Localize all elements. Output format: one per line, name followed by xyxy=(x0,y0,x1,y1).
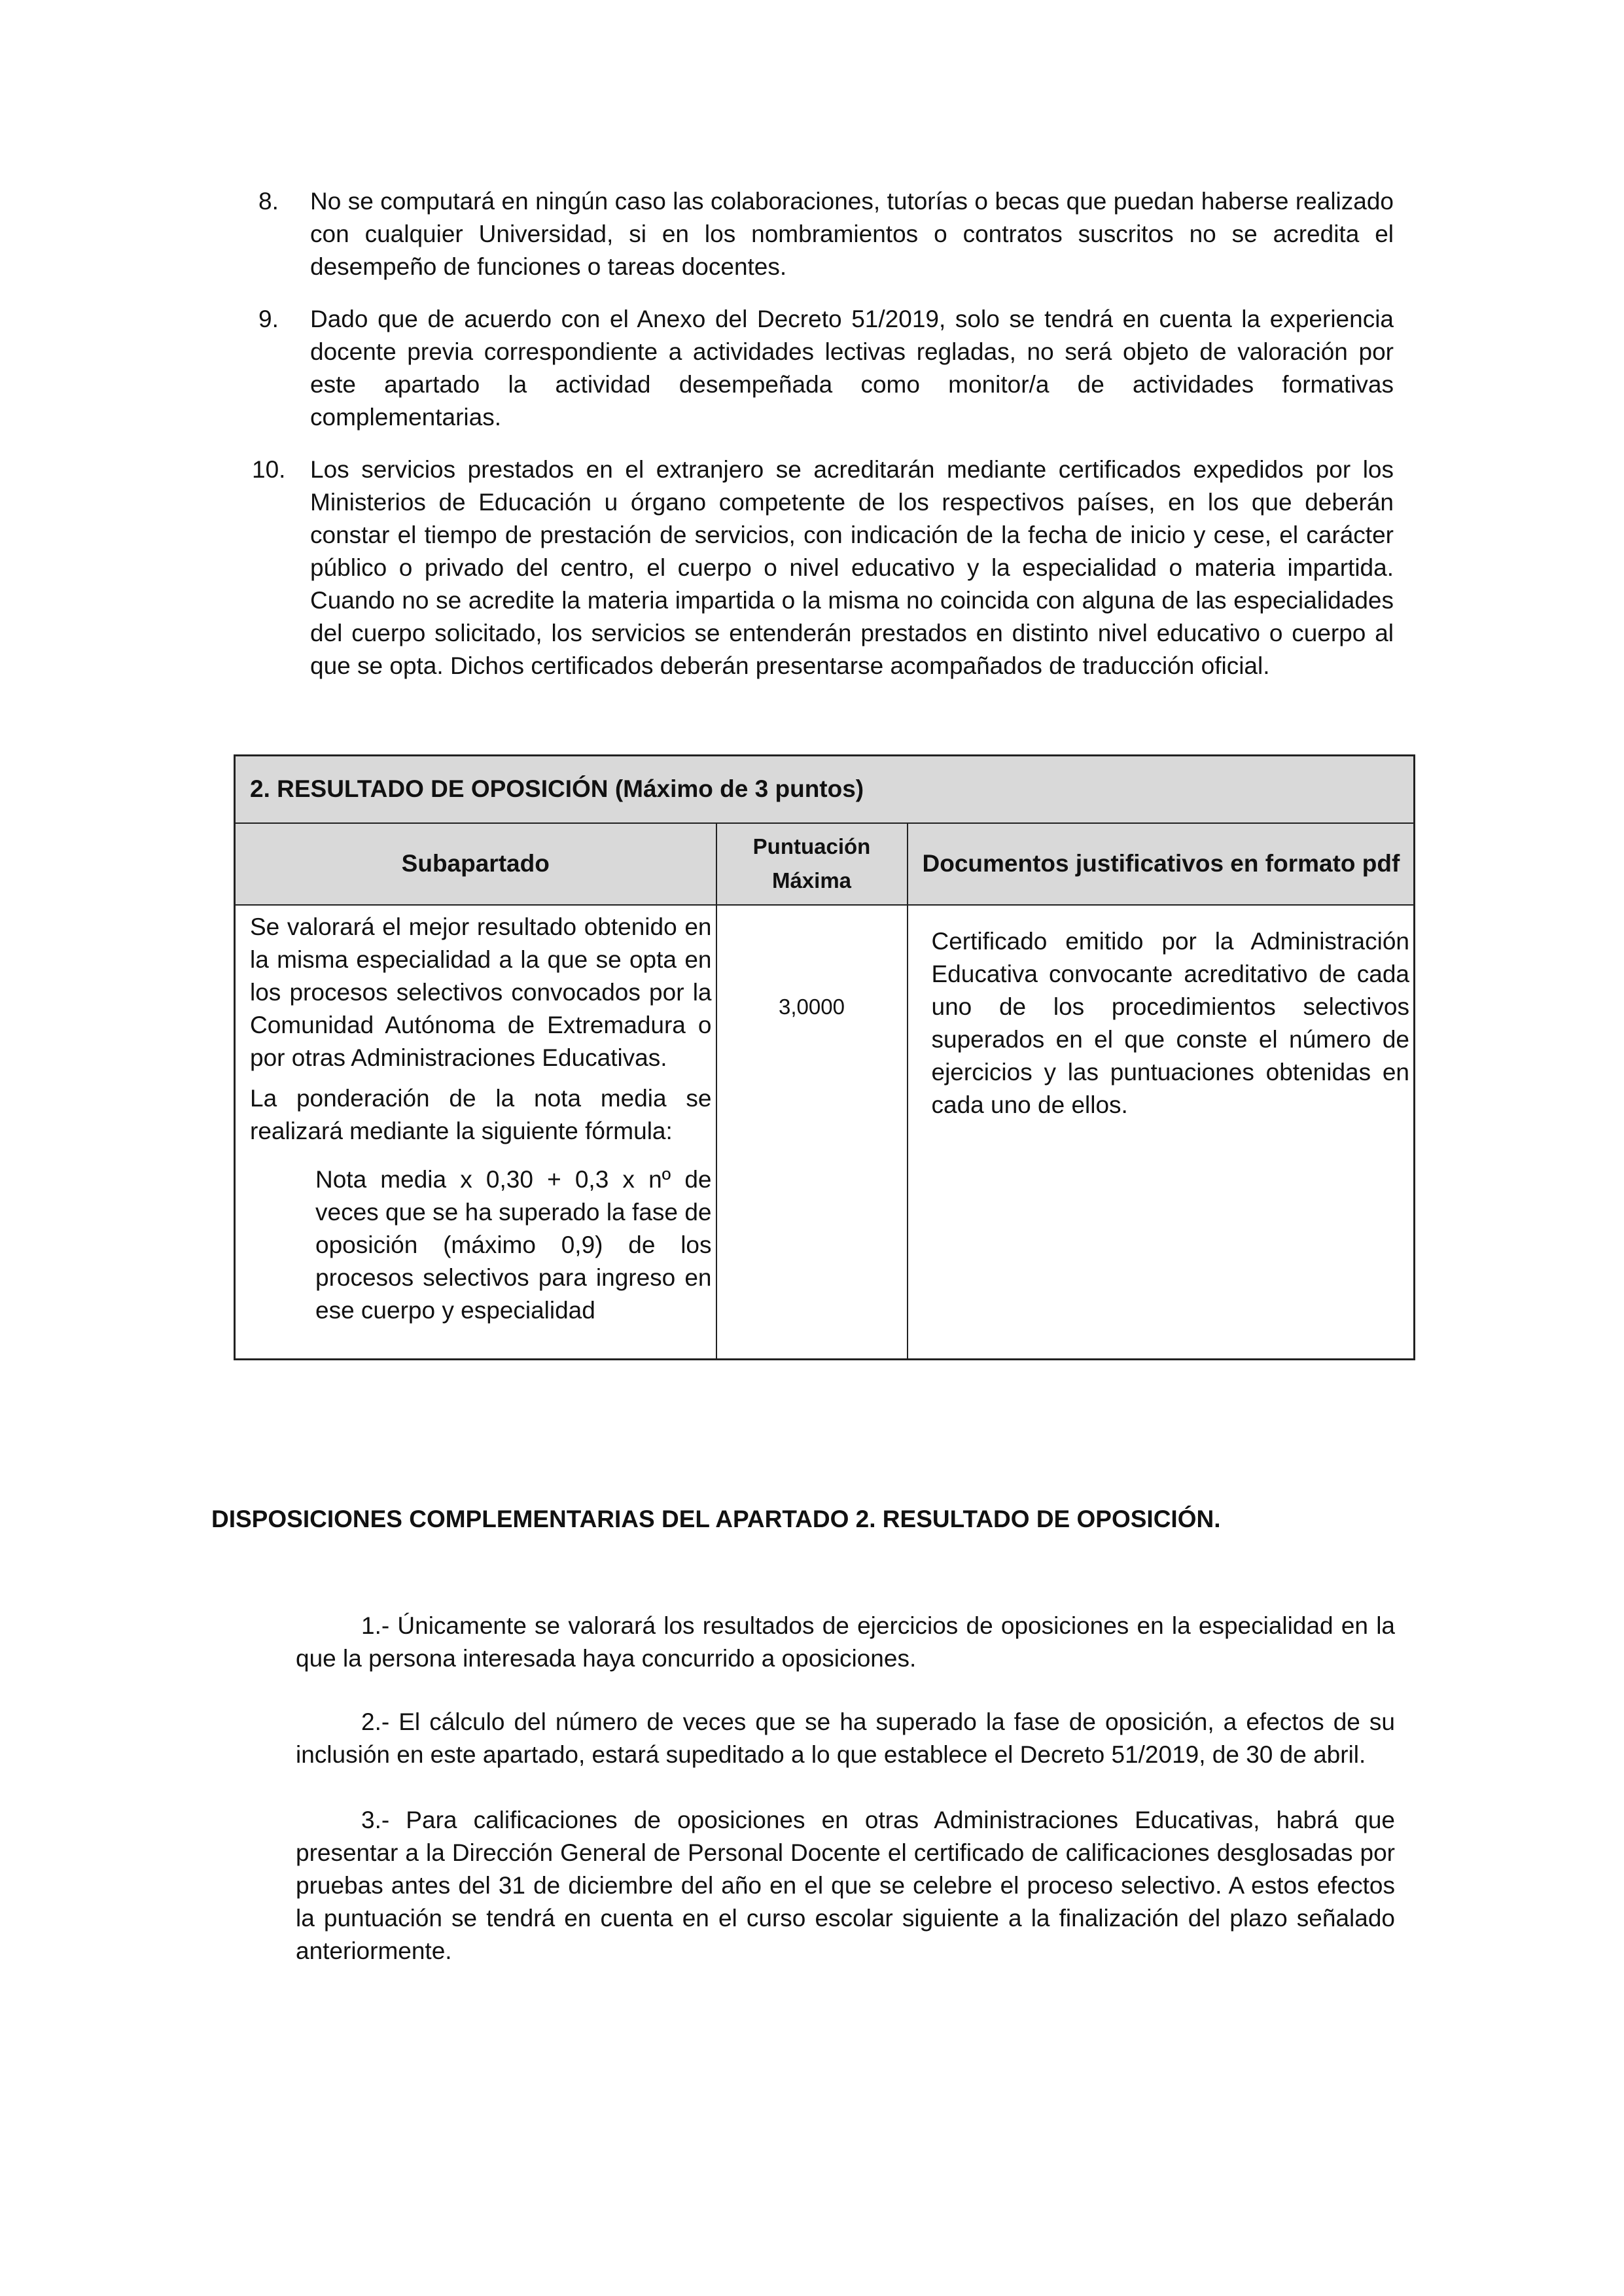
table-title-main: 2. RESULTADO DE OPOSICIÓN xyxy=(250,775,609,803)
list-item xyxy=(252,185,1394,283)
item-number: 10. xyxy=(252,456,286,483)
header-puntuacion: Puntuación Máxima xyxy=(716,823,908,905)
disposition-1: 1.- Únicamente se valorará los resultados de ejercicios de oposiciones en la especialidad en la que la persona interesada haya concurrido a oposiciones. xyxy=(296,1612,1395,1672)
description-paragraph-2: La ponderación de la nota media se realizará mediante la siguiente fórmula: xyxy=(250,1084,712,1144)
disposition-2: 2.- El cálculo del número de veces que se ha superado la fase de oposición, a efectos de su inclusión en este apartado, estará supeditado a lo que establece el Decreto 51/2019, de 30 de abril. xyxy=(296,1708,1395,1768)
score-cell: 3,0000 xyxy=(716,905,908,1360)
disposition-3: 3.- Para calificaciones de oposiciones en otras Administraciones Educativas, habrá que presentar a la Dirección General de Personal Docente el certificado de calificaciones desglosadas por pruebas antes del 31 de diciembre del año en el que se celebre el proceso selectivo. A estos efectos la puntuación se tendrá en cuenta en el curso escolar siguiente a la finalización del plazo señalado anteriormente. xyxy=(296,1807,1395,1964)
documents-cell xyxy=(908,905,1415,1360)
table-title xyxy=(235,756,1415,823)
description-paragraph-1: Se valorará el mejor resultado obtenido en la misma especialidad a la que se opta en los procesos selectivos convocados por la Comunidad Autónoma de Extremadura o por otras Administraciones Educativas. xyxy=(250,913,712,1071)
item-text: No se computará en ningún caso las colaboraciones, tutorías o becas que puedan haberse realizado con cualquier Universidad, si en los nombramientos o contratos suscritos no se acredita el desempeño de funciones o tareas docentes. xyxy=(310,188,1394,280)
scoring-table xyxy=(234,754,1415,1360)
subapartado-cell xyxy=(235,905,716,1360)
formula-text: Nota media x 0,30 + 0,3 x nº de veces que se ha superado la fase de oposición (máximo 0,9) de los procesos selectivos para ingreso en ese cuerpo y especialidad xyxy=(315,1165,712,1324)
documents-text: Certificado emitido por la Administración Educativa convocante acreditativo de cada uno de los procedimientos selectivos superados en el que conste el número de ejercicios y las puntuaciones obtenidas en cada uno de ellos. xyxy=(931,927,1409,1118)
header-documentos: Documentos justificativos en formato pdf xyxy=(908,823,1415,905)
item-number: 9. xyxy=(258,306,279,332)
table-row xyxy=(235,905,1415,1360)
list-item xyxy=(252,303,1394,434)
list-item xyxy=(252,453,1394,682)
numbered-list xyxy=(252,185,1394,702)
item-text: Los servicios prestados en el extranjero se acreditarán mediante certificados expedidos por los Ministerios de Educación u órgano competente de los respectivos países, en los que deberán constar el tiempo de prestación de servicios, con indicación de la fecha de inicio y cese, el carácter público o privado del centro, el cuerpo o nivel educativo y la especialidad o materia impartida. Cuando no se acredite la materia impartida o la misma no coincida con alguna de las especialidades del cuerpo solicitado, los servicios se entenderán prestados en distinto nivel educativo o cuerpo al que se opta. Dichos certificados deberán presentarse acompañados de traducción oficial. xyxy=(310,456,1394,679)
header-subapartado: Subapartado xyxy=(235,823,716,905)
section-heading: DISPOSICIONES COMPLEMENTARIAS DEL APARTADO 2. RESULTADO DE OPOSICIÓN. xyxy=(211,1506,1221,1532)
item-text: Dado que de acuerdo con el Anexo del Decreto 51/2019, solo se tendrá en cuenta la experiencia docente previa correspondiente a actividades lectivas regladas, no será objeto de valoración por este apartado la actividad desempeñada como monitor/a de actividades formativas complementarias. xyxy=(310,306,1394,431)
item-number: 8. xyxy=(258,188,279,215)
table-title-suffix: (Máximo de 3 puntos) xyxy=(614,775,864,803)
